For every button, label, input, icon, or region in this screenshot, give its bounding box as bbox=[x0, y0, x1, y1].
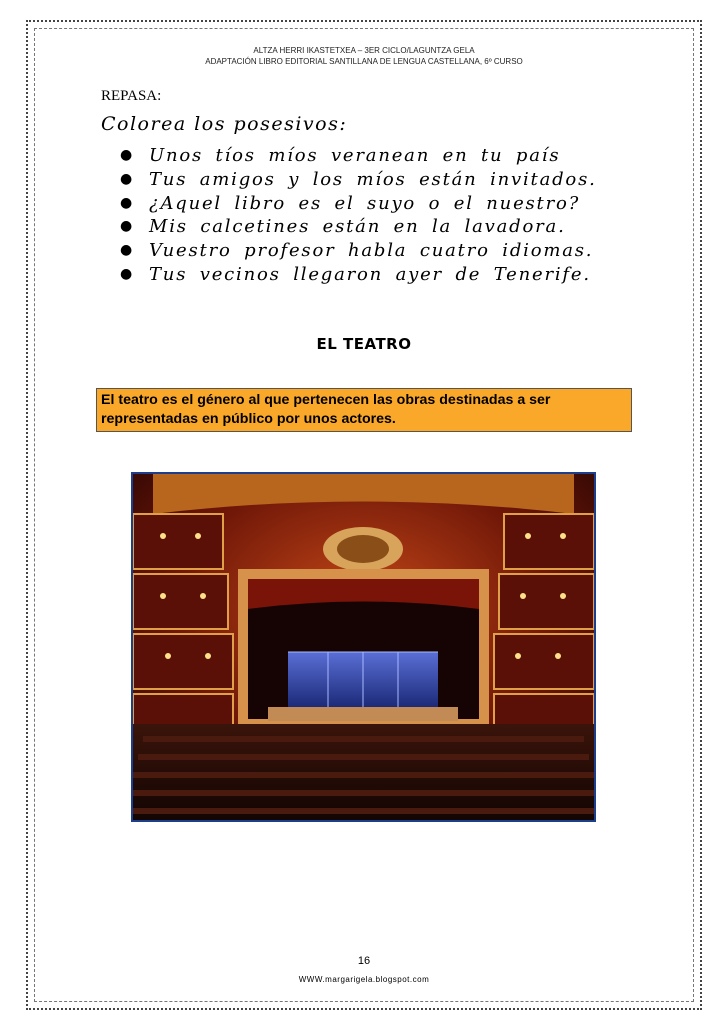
sentence-text: Vuestro profesor habla cuatro idiomas. bbox=[149, 240, 594, 262]
header-school-line: ALTZA HERRI IKASTETXEA – 3ER CICLO/LAGUNTZA GELA bbox=[253, 46, 475, 55]
sentence-list bbox=[112, 145, 597, 288]
definition-box: El teatro es el género al que pertenecen las obras destinadas a ser representadas en público por unos actores. bbox=[96, 388, 632, 432]
sentence-text: Tus vecinos llegaron ayer de Tenerife. bbox=[149, 263, 591, 285]
bullet-icon: ● bbox=[120, 242, 135, 259]
sentence-text: Tus amigos y los míos están invitados. bbox=[149, 168, 597, 190]
sentence-text: Unos tíos míos veranean en tu país bbox=[149, 145, 561, 166]
sentence-item bbox=[112, 264, 597, 288]
theatre-photo bbox=[131, 472, 596, 822]
theatre-interior-illustration bbox=[133, 474, 594, 820]
footer-url: WWW.margarigela.blogspot.com bbox=[298, 975, 430, 984]
bullet-icon: ● bbox=[120, 218, 135, 235]
sentence-item bbox=[112, 169, 597, 193]
header-adaptation-line: ADAPTACIÓN LIBRO EDITORIAL SANTILLANA DE LENGUA CASTELLANA, 6º CURSO bbox=[205, 57, 523, 66]
sentence-item bbox=[112, 193, 597, 217]
sentence-item bbox=[112, 145, 597, 169]
sentence-text: ¿Aquel libro es el suyo o el nuestro? bbox=[149, 192, 581, 214]
sentence-item bbox=[112, 216, 597, 240]
exercise-label: REPASA: bbox=[101, 88, 162, 104]
sentence-item bbox=[112, 240, 597, 264]
page-number: 16 bbox=[357, 955, 371, 967]
bullet-icon: ● bbox=[120, 147, 135, 163]
sentence-text: Mis calcetines están en la lavadora. bbox=[149, 216, 566, 238]
bullet-icon: ● bbox=[120, 194, 135, 211]
exercise-instruction: Colorea los posesivos: bbox=[101, 113, 348, 135]
bullet-icon: ● bbox=[120, 170, 135, 187]
section-title: EL TEATRO bbox=[316, 335, 412, 353]
bullet-icon: ● bbox=[120, 265, 135, 282]
